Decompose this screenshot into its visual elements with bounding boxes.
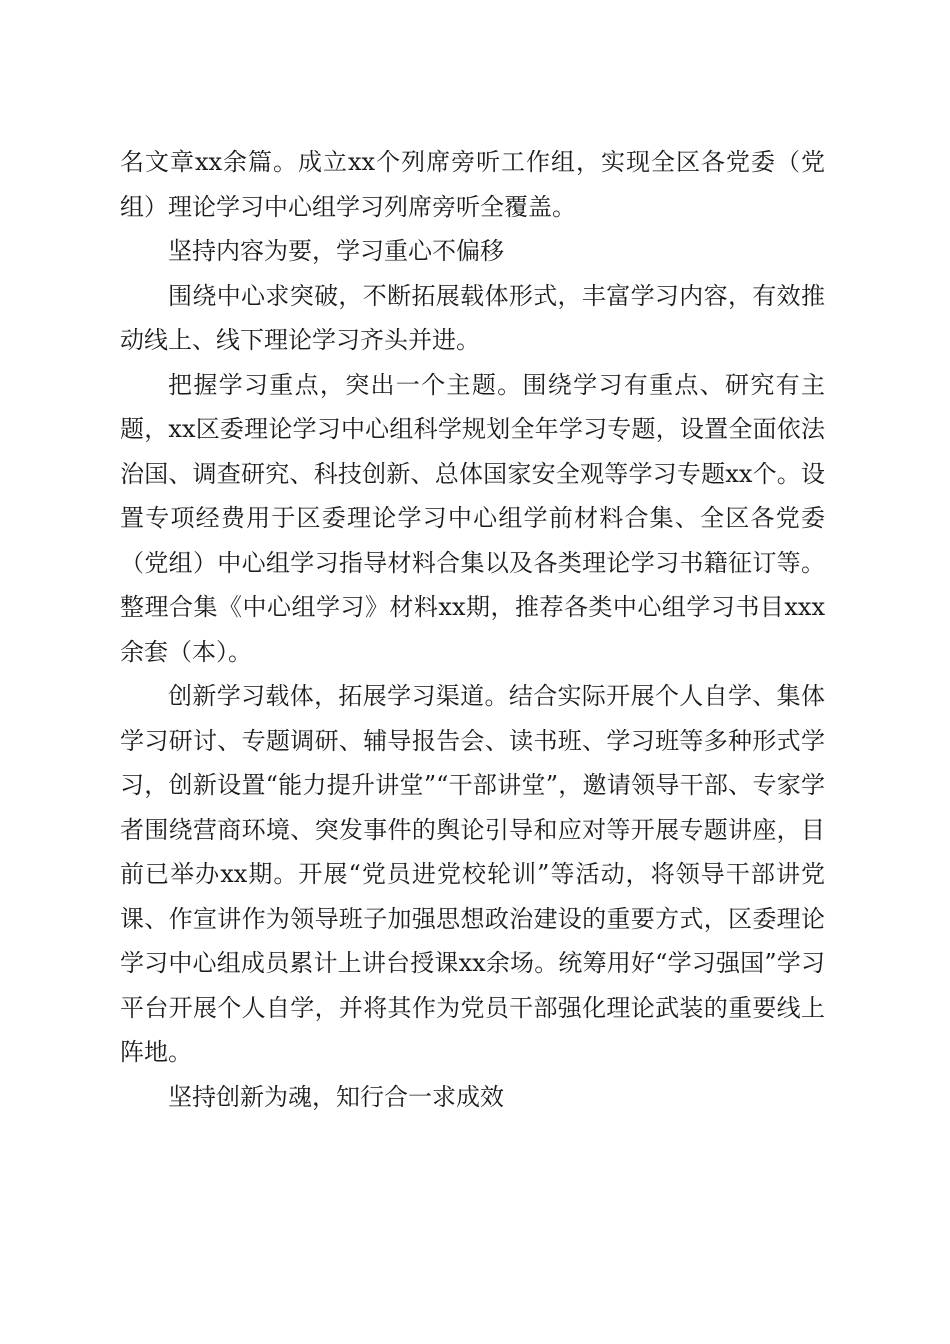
section-heading-content: 坚持内容为要，学习重心不偏移	[168, 237, 504, 265]
document-body	[120, 140, 825, 1119]
paragraph-key-points: 把握学习重点，突出一个主题。围绕学习有重点、研究有主题，xx区委理论学习中心组科学规划全年学习专题，设置全面依法治国、调查研究、科技创新、总体国家安全观等学习专题xx个。设置专项经费用于区委理论学习中心组学前材料合集、全区各党委（党组）中心组学习指导材料合集以及各类理论学习书籍征订等。整理合集《中心组学习》材料xx期，推荐各类中心组学习书目xxx余套（本）。	[120, 370, 825, 666]
paragraph-innovation: 创新学习载体，拓展学习渠道。结合实际开展个人自学、集体学习研讨、专题调研、辅导报告会、读书班、学习班等多种形式学习，创新设置“能力提升讲堂”“干部讲堂”，邀请领导干部、专家学者围绕营商环境、突发事件的舆论引导和应对等开展专题讲座，目前已举办xx期。开展“党员进党校轮训”等活动，将领导干部讲党课、作宣讲作为领导班子加强思想政治建设的重要方式，区委理论学习中心组成员累计上讲台授课xx余场。统筹用好“学习强国”学习平台开展个人自学，并将其作为党员干部强化理论武装的重要线上阵地。	[120, 682, 825, 1066]
paragraph-intro: 围绕中心求突破，不断拓展载体形式，丰富学习内容，有效推动线上、线下理论学习齐头并进。	[120, 281, 825, 354]
paragraph-continued: 名文章xx余篇。成立xx个列席旁听工作组，实现全区各党委（党组）理论学习中心组学习列席旁听全覆盖。	[120, 148, 825, 221]
section-heading-innovation: 坚持创新为魂，知行合一求成效	[168, 1082, 504, 1111]
